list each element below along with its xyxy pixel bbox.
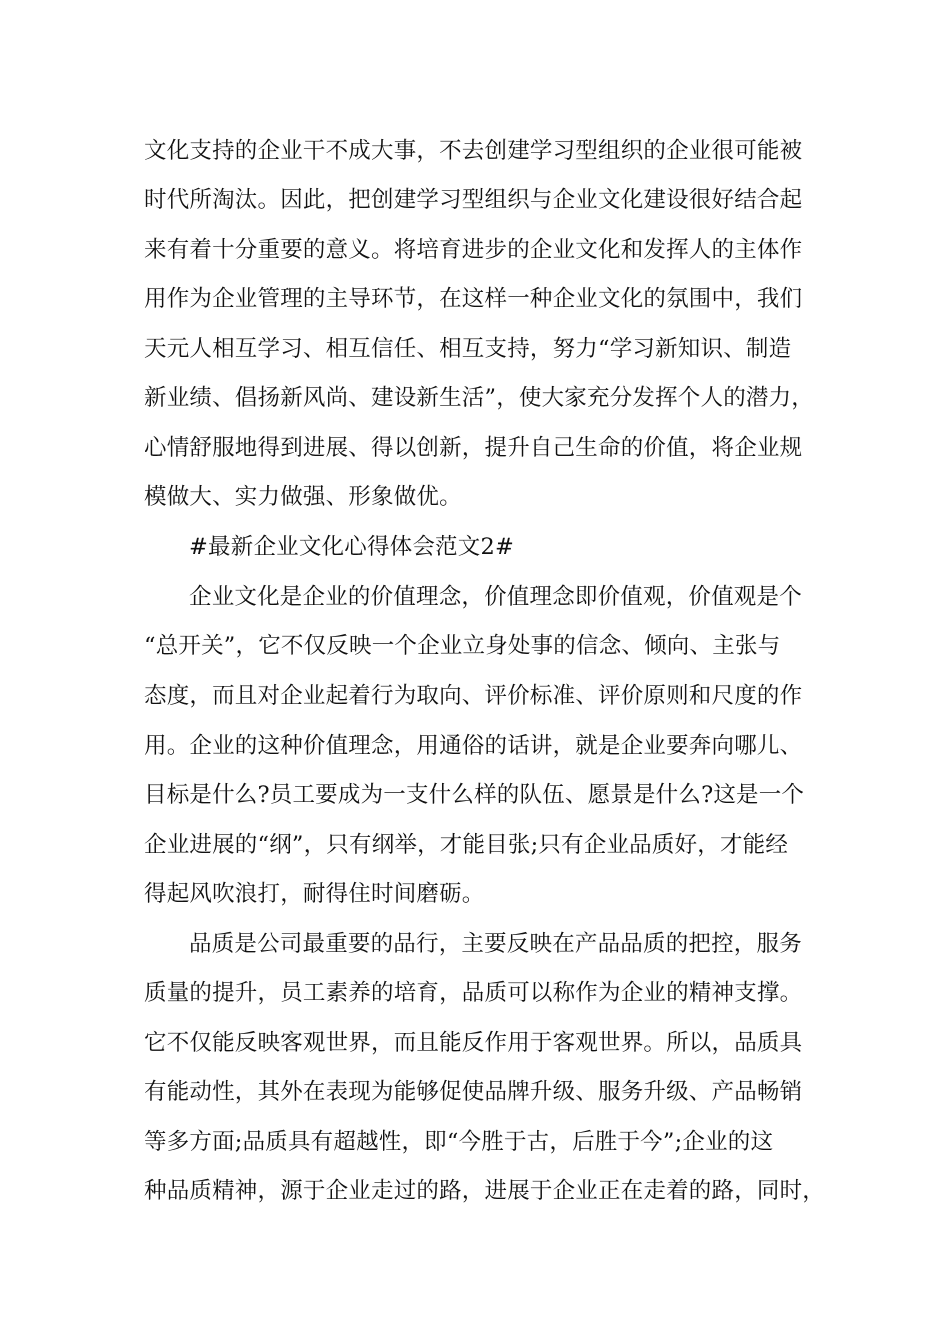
text-line-7: 心情舒服地得到进展、得以创新，提升自己生命的价值，将企业规 xyxy=(144,435,803,461)
text-line-14: 企业进展的“纲”，只有纲举，才能目张;只有企业品质好，才能经 xyxy=(144,832,789,858)
section-heading: #最新企业文化心得体会范文2# xyxy=(189,534,515,560)
text-line-4: 用作为企业管理的主导环节，在这样一种企业文化的氛围中，我们 xyxy=(144,286,803,312)
text-line-5: 天元人相互学习、相互信任、相互支持，努力“学习新知识、制造 xyxy=(144,336,792,362)
text-line-8: 模做大、实力做强、形象做优。 xyxy=(144,484,462,510)
text-line-20: 等多方面;品质具有超越性，即“今胜于古，后胜于今”;企业的这 xyxy=(144,1129,774,1155)
text-line-21: 种品质精神，源于企业走过的路，进展于企业正在走着的路，同时， xyxy=(144,1178,826,1204)
text-line-16: 品质是公司最重要的品行，主要反映在产品品质的把控，服务 xyxy=(189,931,802,957)
text-line-17: 质量的提升，员工素养的培育，品质可以称作为企业的精神支撑。 xyxy=(144,980,803,1006)
text-line-3: 来有着十分重要的意义。将培育进步的企业文化和发挥人的主体作 xyxy=(144,237,803,263)
text-line-15: 得起风吹浪打，耐得住时间磨砺。 xyxy=(144,881,485,907)
text-line-1: 文化支持的企业干不成大事，不去创建学习型组织的企业很可能被 xyxy=(144,138,803,164)
text-line-19: 有能动性，其外在表现为能够促使品牌升级、服务升级、产品畅销 xyxy=(144,1079,803,1105)
text-line-2: 时代所淘汰。因此，把创建学习型组织与企业文化建设很好结合起 xyxy=(144,187,803,213)
text-line-6: 新业绩、倡扬新风尚、建设新生活”，使大家充分发挥个人的潜力， xyxy=(144,385,815,411)
text-line-10: “总开关”，它不仅反映一个企业立身处事的信念、倾向、主张与 xyxy=(144,633,781,659)
text-line-12: 用。企业的这种价值理念，用通俗的话讲，就是企业要奔向哪儿、 xyxy=(144,733,803,759)
text-line-11: 态度，而且对企业起着行为取向、评价标准、评价原则和尺度的作 xyxy=(144,683,803,709)
text-line-13: 目标是什么?员工要成为一支什么样的队伍、愿景是什么?这是一个 xyxy=(144,782,805,808)
text-line-18: 它不仅能反映客观世界，而且能反作用于客观世界。所以，品质具 xyxy=(144,1030,803,1056)
text-line-9: 企业文化是企业的价值理念，价值理念即价值观，价值观是个 xyxy=(189,584,802,610)
